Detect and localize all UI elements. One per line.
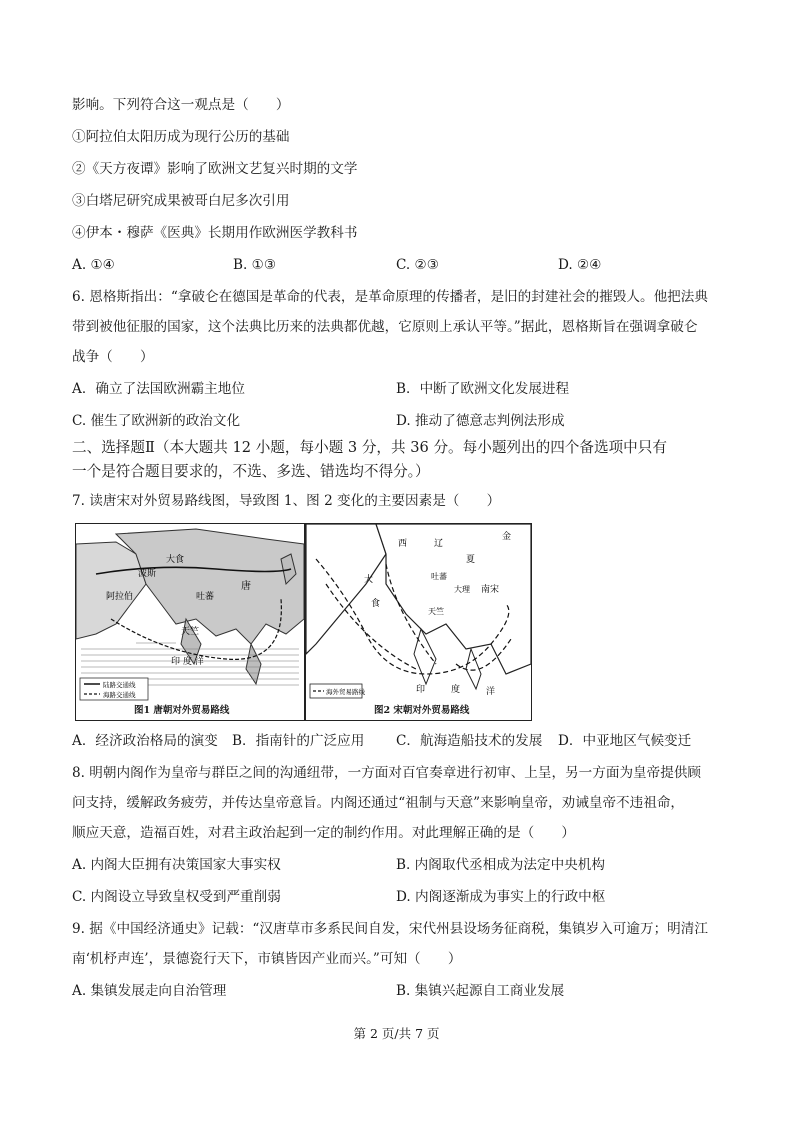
tang-map-label-tubo: 吐蕃 [196,592,215,602]
q8-line-2: 问支持，缓解政务疲劳，并传达皇帝意旨。内阁还通过“祖制与天意”来影响皇帝，劝诫皇帝不违祖命， [72,795,685,811]
q9-option-b: B. 集镇兴起源自工商业发展 [396,983,565,999]
section2-heading-line1: 二、选择题Ⅱ（本大题共 12 小题，每小题 3 分，共 36 分。每小题列出的四个备选项中只有 [72,439,667,456]
song-map-legend-label: 海外贸易路线 [326,688,365,696]
q5-item-4: ④伊本・穆萨《医典》长期用作欧洲医学教科书 [72,225,358,241]
tang-map-label-persia: 波斯 [138,569,157,579]
q6-option-a: A．确立了法国欧洲霸主地位 [72,381,245,397]
song-map-label-jin: 金 [502,532,512,542]
q5-item-1: ①阿拉伯太阳历成为现行公历的基础 [72,129,290,145]
q5-stem-tail: 影响。下列符合这一观点是（ ） [72,97,290,113]
song-map-label-dali: 大理 [454,585,470,594]
q9-option-a: A. 集镇发展走向自治管理 [72,983,227,999]
q5-option-d: D. ②④ [558,257,602,273]
q7-option-d: D．中亚地区气候变迁 [558,733,692,749]
song-map-svg [306,524,531,720]
q5-option-b: B. ①③ [233,257,277,273]
tang-map-legend-land-label: 陆路交通线 [103,681,136,689]
song-map-label-tubo: 吐蕃 [431,572,447,581]
song-map-label-du: 度 [451,685,461,695]
section2-heading-line2: 一个是符合题目要求的，不选、多选、错选均不得分。） [72,463,430,480]
q5-item-3: ③白塔尼研究成果被哥白尼多次引用 [72,193,290,209]
q8-option-b: B. 内阁取代丞相成为法定中央机构 [396,857,605,873]
tang-map-label-arabia: 阿拉伯 [106,592,134,602]
q6-line-2: 带到被他征服的国家，这个法典比历来的法典都优越，它原则上承认平等。”据此，恩格斯旨在强调拿破仑 [72,319,698,335]
q9-line-1: 9. 据《中国经济通史》记载：“汉唐草市多系民间自发，宋代州县设场务征商税，集镇岁入可逾万；明清江 [72,921,708,937]
tang-map-caption: 图1 唐朝对外贸易路线 [134,705,230,716]
q8-option-d: D. 内阁逐渐成为事实上的行政中枢 [396,889,606,905]
q8-option-a: A. 内阁大臣拥有决策国家大事实权 [72,857,281,873]
tang-map-label-indian-ocean: 印 度 洋 [171,657,204,667]
q8-line-1: 8. 明朝内阁作为皇帝与群臣之间的沟通纽带，一方面对百官奏章进行初审、上呈，另一方面为皇帝提供顾 [72,765,702,781]
song-map-label-yang: 洋 [486,687,496,697]
q8-option-c: C. 内阁设立导致皇权受到严重削弱 [72,889,281,905]
q8-line-3: 顺应天意，造福百姓，对君主政治起到一定的制约作用。对此理解正确的是（ ） [72,825,575,841]
tang-map-label-dashi: 大食 [166,555,185,565]
song-map-label-yin: 印 [416,685,426,695]
page-footer: 第 2 页/共 7 页 [353,1026,440,1041]
song-map-label-tianzhu: 天竺 [428,607,444,616]
song-map-caption: 图2 宋朝对外贸易路线 [374,705,470,716]
song-map-label-xi: 西 [398,539,408,549]
song-map-west-land [306,524,386,654]
q5-option-a: A. ①④ [72,257,115,273]
song-map-label-da: 大 [364,575,374,585]
song-map-label-xia: 夏 [466,555,476,565]
q9-line-2: 南‘机杼声连’，景德瓷行天下，市镇皆因产业而兴。”可知（ ） [72,951,462,967]
tang-map-legend-sea-label: 海路交通线 [103,691,136,699]
q7-option-a: A．经济政治格局的演变 [72,733,218,749]
q5-option-c: C. ②③ [396,257,439,273]
q5-item-2: ②《天方夜谭》影响了欧洲文艺复兴时期的文学 [72,161,358,177]
q7-option-b: B．指南针的广泛应用 [232,733,365,749]
q7-stem: 7. 读唐宋对外贸易路线图，导致图 1、图 2 变化的主要因素是（ ） [72,493,501,509]
song-map-label-nansong: 南宋 [481,585,500,595]
song-trade-map [305,523,532,721]
q6-option-c: C. 催生了欧洲新的政治文化 [72,413,241,429]
q6-option-b: B．中断了欧洲文化发展进程 [396,381,570,397]
tang-map-label-tianzhu: 天竺 [181,627,200,637]
song-map-label-liao: 辽 [434,539,444,549]
tang-map-svg [76,524,304,720]
tang-trade-map [75,523,305,721]
q6-line-3: 战争（ ） [72,349,154,365]
q6-line-1: 6. 恩格斯指出：“拿破仑在德国是革命的代表，是革命原理的传播者，是旧的封建社会的摧毁人。他把法典 [72,289,708,305]
tang-map-malay [246,644,261,684]
q6-option-d: D. 推动了德意志判例法形成 [396,413,565,429]
song-map-label-shi: 食 [371,599,381,609]
q7-option-c: C．航海造船技术的发展 [396,733,543,749]
tang-map-africa-arabia [76,542,146,639]
tang-map-label-tang: 唐 [241,581,251,592]
